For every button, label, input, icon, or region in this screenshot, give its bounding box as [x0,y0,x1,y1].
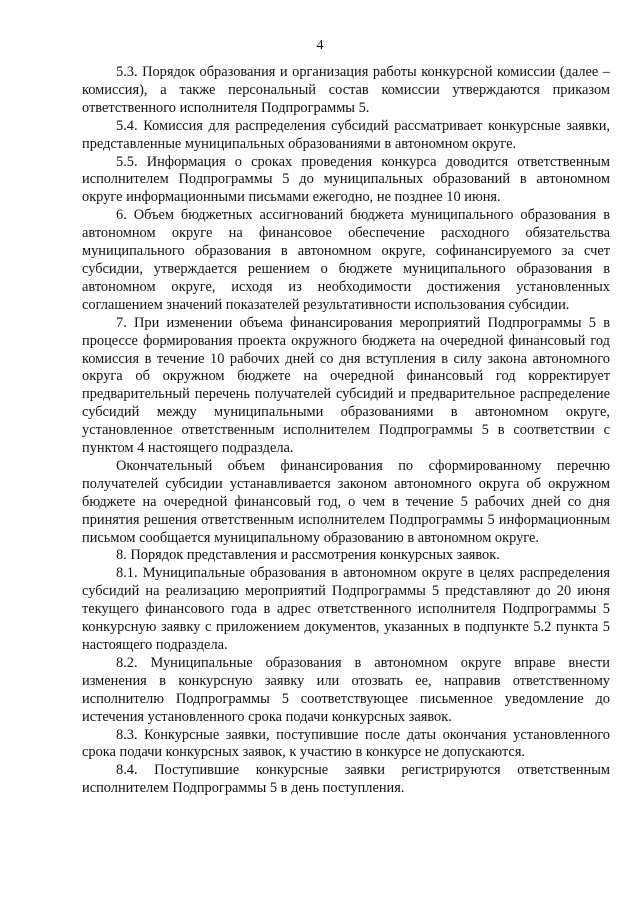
paragraph-8-heading: 8. Порядок представления и рассмотрения конкурсных заявок. [116,547,500,564]
paragraph-8-2: 8.2. Муниципальные образования в автономном округе вправе внести изменения в конкурсную заявку или отозвать ее, направив ответственному исполнителю Подпрограммы 5 соответствующее письменное уведомление до истечения установленного срока подачи конкурсных заявок. [82,654,610,725]
page-number: 4 [316,38,324,53]
paragraph-6: 6. Объем бюджетных ассигнований бюджета муниципального образования в автономном округе на финансовое обеспечение расходного обязательства муниципального образования в автономном округе, софинансируемого за счет субсидии, утверждается решением о бюджете муниципального образования в автономном округе, исходя из необходимости достижения установленных соглашением значений показателей результативности использования субсидии. [82,207,610,313]
paragraph-8-1: 8.1. Муниципальные образования в автономном округе в целях распределения субсидий на реализацию мероприятий Подпрограммы 5 представляют до 20 июня текущего финансового года в адрес ответственного исполнителя Подпрограммы 5 конкурсную заявку с приложением документов, указанных в подпункте 5.2 пункта 5 настоящего подраздела. [82,565,610,653]
document-body [82,64,610,798]
paragraph-8-4: 8.4. Поступившие конкурсные заявки регистрируются ответственным исполнителем Подпрограммы 5 в день поступления. [82,762,610,797]
paragraph-5-3: 5.3. Порядок образования и организация работы конкурсной комиссии (далее – комиссия), а также персональный состав комиссии утверждаются приказом ответственного исполнителя Подпрограммы 5. [82,64,610,116]
paragraph-7: 7. При изменении объема финансирования мероприятий Подпрограммы 5 в процессе формирования проекта окружного бюджета на очередной финансовый год комиссия в течение 10 рабочих дней со дня вступления в силу закона автономного округа об окружном бюджете на очередной финансовый год корректирует предварительный перечень получателей субсидий и предварительное распределение субсидий между муниципальными образованиями в автономном округе, установленное ответственным исполнителем Подпрограммы 5 в соответствии с пунктом 4 настоящего подраздела. [82,314,610,457]
paragraph-8-3: 8.3. Конкурсные заявки, поступившие после даты окончания установленного срока подачи конкурсных заявок, к участию в конкурсе не допускаются. [82,726,610,761]
paragraph-5-4: 5.4. Комиссия для распределения субсидий рассматривает конкурсные заявки, представленные муниципальных образованиями в автономном округе. [82,117,610,152]
paragraph-5-5: 5.5. Информация о сроках проведения конкурса доводится ответственным исполнителем Подпрограммы 5 до муниципальных образований в автономном округе информационными письмами ежегодно, не позднее 10 июня. [82,153,610,206]
paragraph-7-final-volume: Окончательный объем финансирования по сформированному перечню получателей субсидии устанавливается законом автономного округа об окружном бюджете на очередной финансовый год, о чем в течение 5 рабочих дней со дня принятия решения ответственным исполнителем Подпрограммы 5 информационным письмом сообщается муниципальному образованию в автономном округе. [82,457,610,546]
